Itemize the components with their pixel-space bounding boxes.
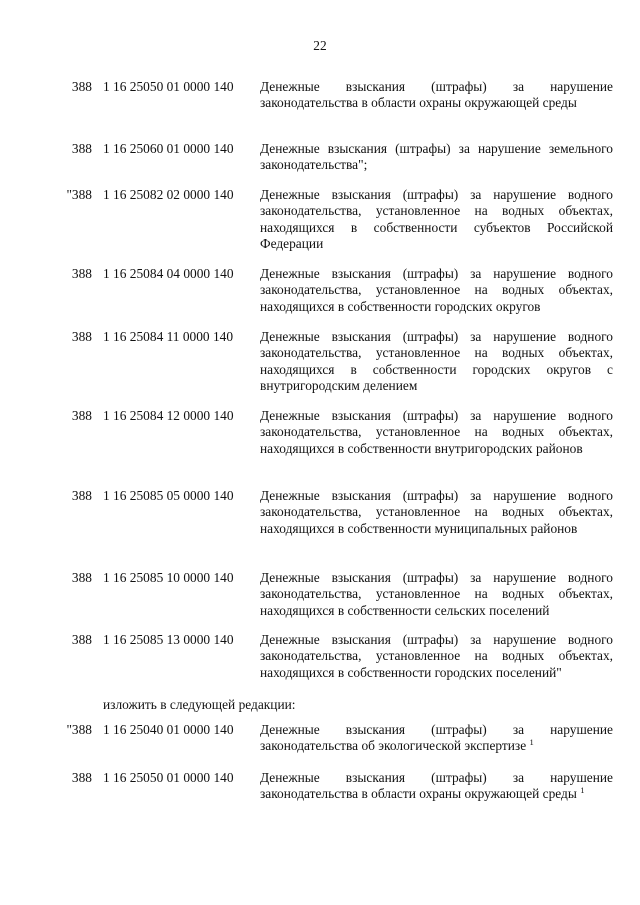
kbk-code: 1 16 25040 01 0000 140 <box>103 722 234 737</box>
row-description: Денежные взыскания (штрафы) за нарушение водного законодательства, установленное на водных объектах, находящихся в собственности сельских поселений <box>260 570 613 618</box>
kbk-code: 1 16 25084 04 0000 140 <box>103 266 234 281</box>
admin-code: 388 <box>71 141 92 156</box>
row-description: Денежные взыскания (штрафы) за нарушение земельного законодательства"; <box>260 141 613 173</box>
admin-code: 388 <box>71 570 92 585</box>
admin-code: 388 <box>71 408 92 423</box>
instruction-text: изложить в следующей редакции: <box>103 697 296 712</box>
row-description: Денежные взыскания (штрафы) за нарушение законодательства в области охраны окружающей среды <box>260 79 613 111</box>
row-description: Денежные взыскания (штрафы) за нарушение водного законодательства, установленное на водных объектах, находящихся в собственности городских поселений" <box>260 632 613 680</box>
kbk-code: 1 16 25085 13 0000 140 <box>103 632 234 647</box>
footnote-marker: 1 <box>580 785 585 796</box>
row-description <box>260 722 613 755</box>
admin-code: 388 <box>71 266 92 281</box>
admin-code: "388 <box>66 722 92 737</box>
admin-code: 388 <box>71 632 92 647</box>
admin-code: "388 <box>66 187 92 202</box>
footnote-marker: 1 <box>529 737 534 748</box>
row-description-text: Денежные взыскания (штрафы) за нарушение законодательства об экологической экспертизе <box>260 722 613 754</box>
admin-code: 388 <box>71 329 92 344</box>
row-description: Денежные взыскания (штрафы) за нарушение водного законодательства, установленное на водных объектах, находящихся в собственности городских округов с внутригородским делением <box>260 329 613 394</box>
row-description <box>260 770 613 803</box>
kbk-code: 1 16 25050 01 0000 140 <box>103 770 234 785</box>
admin-code: 388 <box>71 488 92 503</box>
admin-code: 388 <box>71 79 92 94</box>
page-number: 22 <box>313 38 327 53</box>
kbk-code: 1 16 25085 05 0000 140 <box>103 488 234 503</box>
row-description: Денежные взыскания (штрафы) за нарушение водного законодательства, установленное на водных объектах, находящихся в собственности внутригородских районов <box>260 408 613 456</box>
kbk-code: 1 16 25084 12 0000 140 <box>103 408 234 423</box>
kbk-code: 1 16 25084 11 0000 140 <box>103 329 234 344</box>
kbk-code: 1 16 25085 10 0000 140 <box>103 570 234 585</box>
row-description: Денежные взыскания (штрафы) за нарушение водного законодательства, установленное на водных объектах, находящихся в собственности муниципальных районов <box>260 488 613 536</box>
row-description: Денежные взыскания (штрафы) за нарушение водного законодательства, установленное на водных объектах, находящихся в собственности городских округов <box>260 266 613 314</box>
kbk-code: 1 16 25082 02 0000 140 <box>103 187 234 202</box>
kbk-code: 1 16 25060 01 0000 140 <box>103 141 234 156</box>
admin-code: 388 <box>71 770 92 785</box>
row-description: Денежные взыскания (штрафы) за нарушение водного законодательства, установленное на водных объектах, находящихся в собственности субъектов Российской Федерации <box>260 187 613 252</box>
kbk-code: 1 16 25050 01 0000 140 <box>103 79 234 94</box>
row-description-text: Денежные взыскания (штрафы) за нарушение законодательства в области охраны окружающей среды <box>260 770 613 802</box>
